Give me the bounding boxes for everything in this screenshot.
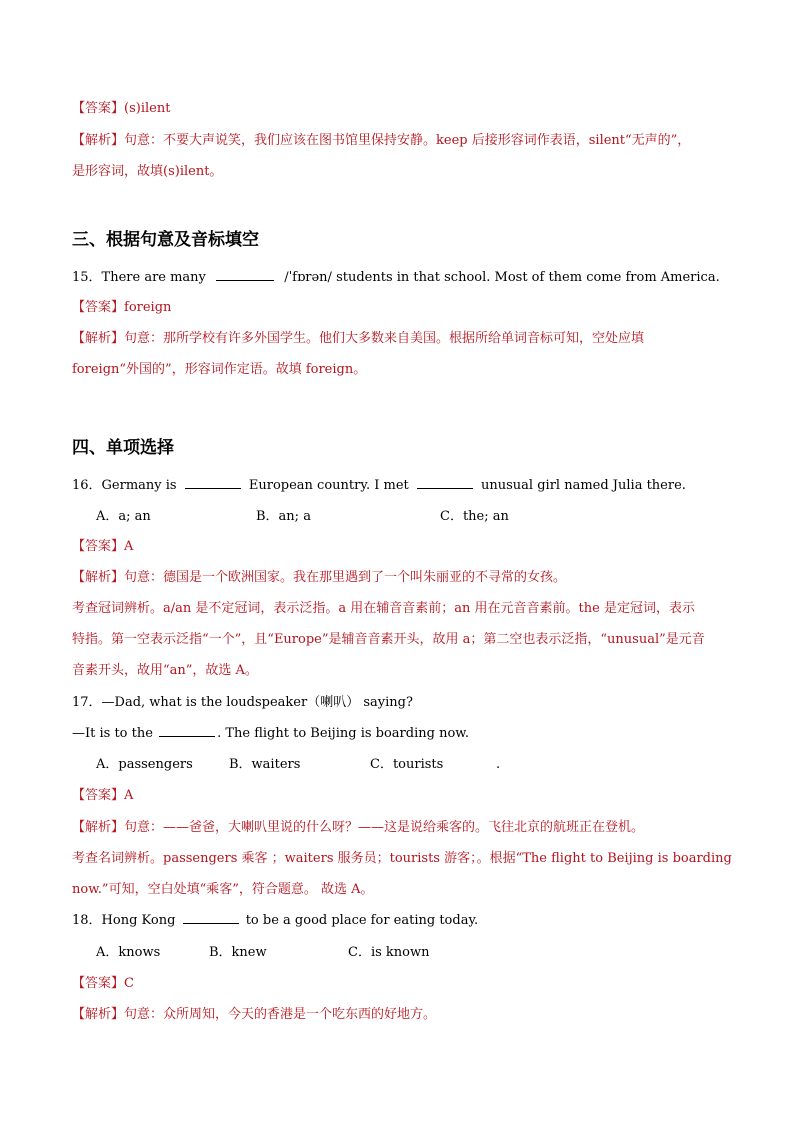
answer-line: [72, 298, 171, 318]
analysis-line: 是形容词，故填(s)ilent。: [72, 164, 223, 179]
answer-text: foreign: [124, 300, 172, 315]
analysis-text: 句意：不要大声说笑，我们应该在图书馆里保持安静。keep 后接形容词作表语，silent“无声的”，: [124, 133, 691, 148]
question-stem: [72, 724, 469, 744]
answer-line: [72, 974, 134, 994]
stem-text: /ˈfɒrən/ students in that school. Most of them come from America.: [284, 270, 720, 285]
analysis-label: 【解析】: [72, 331, 125, 346]
analysis-text: 句意：那所学校有许多外国学生。他们大多数来自美国。根据所给单词音标可知，空处应填: [124, 331, 645, 346]
analysis-line: 特指。第一空表示泛指“一个”，且“Europe”是辅音音素开头，故用 a；第二空也表示泛指，“unusual”是元音: [72, 632, 705, 647]
option-c: C．tourists: [370, 757, 444, 772]
analysis-text: 句意：——爸爸，大喇叭里说的什么呀？——这是说给乘客的。飞往北京的航班正在登机。: [124, 820, 645, 835]
section-heading: 三、根据句意及音标填空: [72, 230, 259, 250]
option-a: A．knows: [96, 945, 161, 960]
analysis-line: [72, 568, 566, 588]
option-a: A．passengers: [96, 757, 193, 772]
analysis-line: [72, 329, 644, 349]
answer-line: [72, 99, 170, 119]
answer-line: [72, 537, 133, 557]
option-b: B．waiters: [229, 757, 301, 772]
answer-label: 【答案】: [72, 976, 125, 991]
option-c: C．the; an: [440, 509, 509, 524]
answer-label: 【答案】: [72, 539, 125, 554]
answer-blank: [185, 476, 241, 489]
answer-line: [72, 786, 133, 806]
answer-text: A: [124, 788, 134, 803]
analysis-line: now.”可知，空白处填“乘客”，符合题意。 故选 A。: [72, 882, 374, 897]
section-heading: 四、单项选择: [72, 438, 174, 458]
analysis-line: [72, 131, 690, 151]
answer-text: (s)ilent: [124, 101, 171, 116]
analysis-line: [72, 818, 644, 838]
option-a: A．a; an: [96, 509, 151, 524]
analysis-line: [72, 1005, 436, 1025]
answer-text: A: [124, 539, 134, 554]
analysis-label: 【解析】: [72, 820, 125, 835]
stem-text: —It is to the: [72, 726, 153, 741]
question-stem: 17．—Dad, what is the loudspeaker（喇叭） saying?: [72, 695, 413, 710]
stem-text: 15．There are many: [72, 270, 206, 285]
analysis-label: 【解析】: [72, 133, 125, 148]
answer-blank: [183, 911, 239, 924]
stem-text: to be a good place for eating today.: [245, 913, 479, 928]
answer-text: C: [124, 976, 134, 991]
stem-text: . The flight to Beijing is boarding now.: [217, 726, 469, 741]
stem-text: European country. I met: [248, 478, 409, 493]
analysis-text: 句意：众所周知，今天的香港是一个吃东西的好地方。: [124, 1007, 437, 1022]
answer-blank: [216, 268, 274, 281]
analysis-line: 考查冠词辨析。a/an 是不定冠词，表示泛指。a 用在辅音音素前；an 用在元音音素前。the 是定冠词，表示: [72, 601, 695, 616]
analysis-line: 考查名词辨析。passengers 乘客 ；waiters 服务员；tourists 游客；。根据“The flight to Beijing is boarding: [72, 851, 732, 866]
analysis-label: 【解析】: [72, 570, 125, 585]
stem-text: 18．Hong Kong: [72, 913, 176, 928]
analysis-label: 【解析】: [72, 1007, 125, 1022]
analysis-text: 句意：德国是一个欧洲国家。我在那里遇到了一个叫朱丽亚的不寻常的女孩。: [124, 570, 567, 585]
answer-label: 【答案】: [72, 101, 125, 116]
question-stem: [72, 911, 478, 931]
analysis-line: foreign“外国的”，形容词作定语。故填 foreign。: [72, 362, 367, 377]
stem-text: 16．Germany is: [72, 478, 177, 493]
option-b: B．an; a: [256, 509, 311, 524]
answer-blank: [159, 724, 215, 737]
answer-label: 【答案】: [72, 788, 125, 803]
analysis-line: 音素开头，故用“an”，故选 A。: [72, 663, 258, 678]
answer-blank: [417, 476, 473, 489]
question-stem: [72, 476, 686, 496]
stem-text: unusual girl named Julia there.: [481, 478, 686, 493]
answer-label: 【答案】: [72, 300, 125, 315]
question-stem: [72, 268, 720, 288]
option-trailing-dot: .: [496, 757, 501, 772]
option-b: B．knew: [209, 945, 267, 960]
option-c: C．is known: [348, 945, 430, 960]
